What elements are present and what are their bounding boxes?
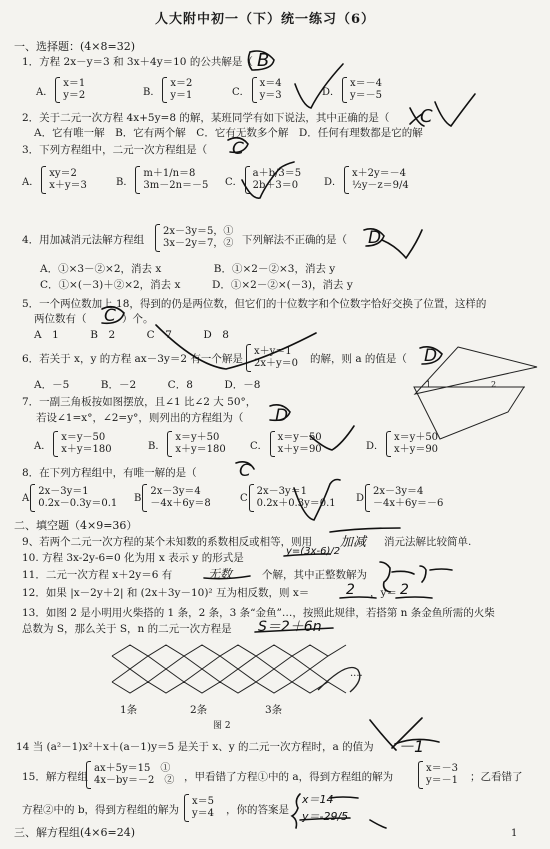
eq-row: y＝－1 (426, 775, 459, 786)
answer-15-x: x＝14 (302, 793, 334, 806)
answer-3: C (232, 139, 244, 159)
eq-row: y＝1 (170, 90, 193, 101)
option-label: A (22, 492, 30, 504)
eq-row: 2x－3y＝1 (38, 486, 89, 497)
eq-row: x＝2 (170, 78, 193, 89)
answer-14: －1 (398, 737, 425, 756)
option-label: B． (148, 440, 166, 452)
fig2-label-2: 2条 (190, 704, 208, 716)
svg-text:....: .... (350, 668, 363, 679)
eq-row: x＝y＋50 (394, 432, 439, 443)
eq-row: ax＋5y＝15 ① (94, 763, 171, 774)
eq-row: 2x－3y＝4 (373, 486, 424, 497)
eq-row: x＋y＝90 (394, 444, 439, 455)
section-fill-heading: 二、填空题（4×9=36） (14, 519, 138, 532)
answer-12-x: 2 (346, 582, 355, 598)
question-8: 8．在下列方程组中，有唯一解的是（ (22, 467, 197, 479)
eq-row: 2x－3y＝5，① (163, 226, 234, 237)
eq-row: 2x－3y＝4 (150, 486, 201, 497)
option-label: D． (366, 440, 385, 452)
eq-row: 4x－by＝－2 ② (94, 775, 175, 786)
option-label: C． (232, 86, 250, 98)
eq-row: 0.2x－0.3y＝0.1 (38, 498, 118, 509)
eq-row: a＋b/3＝5 (252, 168, 302, 179)
angle-2-label: 2 (491, 380, 497, 389)
question-5-line1: 5．一个两位数加上 18，得到的仍是两位数，但它们的十位数字和个位数字恰好交换了位置，这样的 (22, 298, 487, 310)
fig2-caption: 图 2 (213, 721, 231, 731)
answer-11: 无数 (208, 567, 233, 581)
eq-row: x＝y－50 (277, 432, 322, 443)
question-15-line2: 方程②中的 b，得到方程组的解为 (22, 804, 180, 816)
option-label: C． (225, 176, 243, 188)
eq-row: 0.2x＋0.3y＝0.1 (256, 498, 336, 509)
eq-row: x＝4 (259, 78, 282, 89)
answer-5: C (104, 306, 116, 326)
q6-options: A．－5 B．－2 C．8 D．－8 (34, 379, 261, 391)
eq-row: x＝1 (63, 78, 86, 89)
answer-10: y=(3x-6)/2 (286, 546, 341, 557)
answer-15-y: y＝-29/5 (302, 810, 349, 823)
option-label: D (356, 492, 365, 504)
eq-row: 2x＋y＝0 (254, 358, 299, 369)
question-14: 14 当 (a²－1)x²＋x＋(a－1)y＝5 是关于 x、y 的二元一次方程时，a 的值为 (16, 741, 374, 753)
option-label: A． (34, 440, 52, 452)
question-15-intro: 15．解方程组 (22, 771, 88, 783)
question-7-line1: 7．一副三角板按如图摆放，且∠1 比∠2 大 50°， (22, 396, 257, 408)
question-12-mid: ，y＝ (370, 587, 397, 599)
question-4-intro: 4．用加减消元法解方程组 (22, 234, 145, 246)
eq-row: x＋y＝1 (254, 346, 292, 357)
eq-row: y＝2 (63, 90, 86, 101)
q4-options-row2: C．①×(－3)＋②×2，消去 x D．①×2－②×(－3)，消去 y (40, 279, 353, 291)
eq-row: 2x－3y＝1 (256, 486, 308, 497)
eq-row: x＋2y＝－4 (352, 168, 407, 179)
page-number: 1 (511, 828, 518, 839)
answer-6: D (424, 346, 438, 366)
option-label: B (134, 492, 142, 504)
question-5-line2-end: ）个。 (122, 313, 154, 325)
eq-row: 2b＋3＝0 (252, 180, 299, 191)
question-15-tail2: ；乙看错了 (470, 771, 523, 783)
page-title: 人大附中初一（下）统一练习（6） (155, 12, 376, 27)
fig2-label-1: 1条 (120, 704, 138, 716)
option-label: B． (143, 86, 161, 98)
answer-8: C (239, 461, 251, 481)
question-11: 11．二元一次方程 x＋2y＝6 有 (22, 569, 173, 581)
eq-row: y＝4 (192, 808, 215, 819)
q5-options: A 1 B 2 C 7 D 8 (34, 329, 229, 341)
eq-row: xy＝2 (49, 168, 77, 179)
option-label: C． (250, 440, 268, 452)
section-solve-heading: 三、解方程组(4×6=24) (14, 826, 136, 839)
question-9-tail: 消元法解比较简单. (384, 536, 472, 548)
eq-row: x＝－4 (350, 78, 383, 89)
question-6-intro: 6．若关于 x，y 的方程 ax－3y＝2 有一个解是 (22, 353, 243, 365)
answer-2: C (420, 106, 433, 127)
eq-row: －4x＋6y＝－6 (373, 498, 444, 509)
option-label: A． (36, 86, 54, 98)
question-3: 3．下列方程组中，二元一次方程组是（ (22, 144, 208, 156)
eq-row: －4x＋6y＝8 (150, 498, 211, 509)
eq-row: y＝3 (259, 90, 282, 101)
answer-1: B (257, 50, 270, 71)
option-label: B． (116, 176, 134, 188)
question-15-tail: ，甲看错了方程①中的 a，得到方程组的解为 (184, 771, 394, 783)
answer-4: D (368, 228, 382, 248)
answer-9: 加减 (340, 535, 367, 550)
angle-1-label: 1 (426, 380, 432, 389)
eq-row: x＋y＝180 (175, 444, 226, 455)
q4-options-row1: A．①×3－②×2，消去 x B．①×2－②×3，消去 y (40, 263, 336, 275)
eq-row: m＋1/n＝8 (143, 168, 196, 179)
answer-7: D (275, 406, 289, 426)
option-label: D． (322, 86, 341, 98)
question-13-line2: 总数为 S，那么关于 S，n 的二元一次方程是 (22, 623, 232, 635)
question-10: 10. 方程 3x-2y-6=0 化为用 x 表示 y 的形式是 (22, 552, 244, 564)
eq-row: x＝y－50 (61, 432, 106, 443)
fig2-label-3: 3条 (265, 704, 283, 716)
eq-row: 3x－2y＝7，② (163, 238, 234, 249)
answer-13: S＝2＋6n (258, 619, 322, 635)
eq-row: x＋y＝180 (61, 444, 112, 455)
option-label: A． (22, 176, 40, 188)
eq-row: ½y－z＝9/4 (352, 180, 409, 191)
question-2: 2．关于二元一次方程 4x+5y=8 的解，某班同学有如下说法，其中正确的是（ (22, 112, 390, 124)
eq-row: 3m－2n＝－5 (143, 180, 209, 191)
eq-row: x＝y＋50 (175, 432, 220, 443)
eq-row: x＋y＝3 (49, 180, 87, 191)
eq-row: x＋y＝90 (277, 444, 322, 455)
question-4-tail: 下列解法不正确的是（ (242, 234, 347, 246)
question-5-line2: 两位数有（ (34, 313, 87, 325)
question-15-line2-tail: ，你的答案是 (226, 804, 289, 816)
answer-12-y: 2 (400, 582, 409, 598)
section-choice-heading: 一、选择题：(4×8=32) (14, 40, 136, 53)
question-12: 12．如果 |x－2y＋2| 和 (2x＋3y－10)² 互为相反数，则 x＝ (22, 587, 310, 599)
question-11-tail: 个解，其中正整数解为 (262, 569, 367, 581)
question-6-tail: 的解，则 a 的值是（ (310, 353, 407, 365)
question-7-line2: 若设∠1=x°，∠2=y°，则列出的方程组为（ (36, 412, 244, 424)
option-label: D． (324, 176, 343, 188)
eq-row: x＝－3 (426, 763, 459, 774)
question-9: 9、若两个二元一次方程的某个未知数的系数相反或相等，则用 (22, 536, 313, 548)
eq-row: y＝－5 (350, 90, 383, 101)
q2-options: A．它有唯一解 B．它有两个解 C．它有无数多个解 D．任何有理数都是它的解 (34, 127, 423, 139)
eq-row: x＝5 (192, 796, 215, 807)
question-1: 1．方程 2x－y＝3 和 3x＋4y＝10 的公共解是（ (22, 56, 253, 68)
question-13-line1: 13．如图 2 是小明用火柴搭的 1 条，2 条，3 条“金鱼”…，按照此规律，若搭第 n 条金鱼所需的火柴 (22, 607, 495, 619)
option-label: C (240, 492, 248, 504)
